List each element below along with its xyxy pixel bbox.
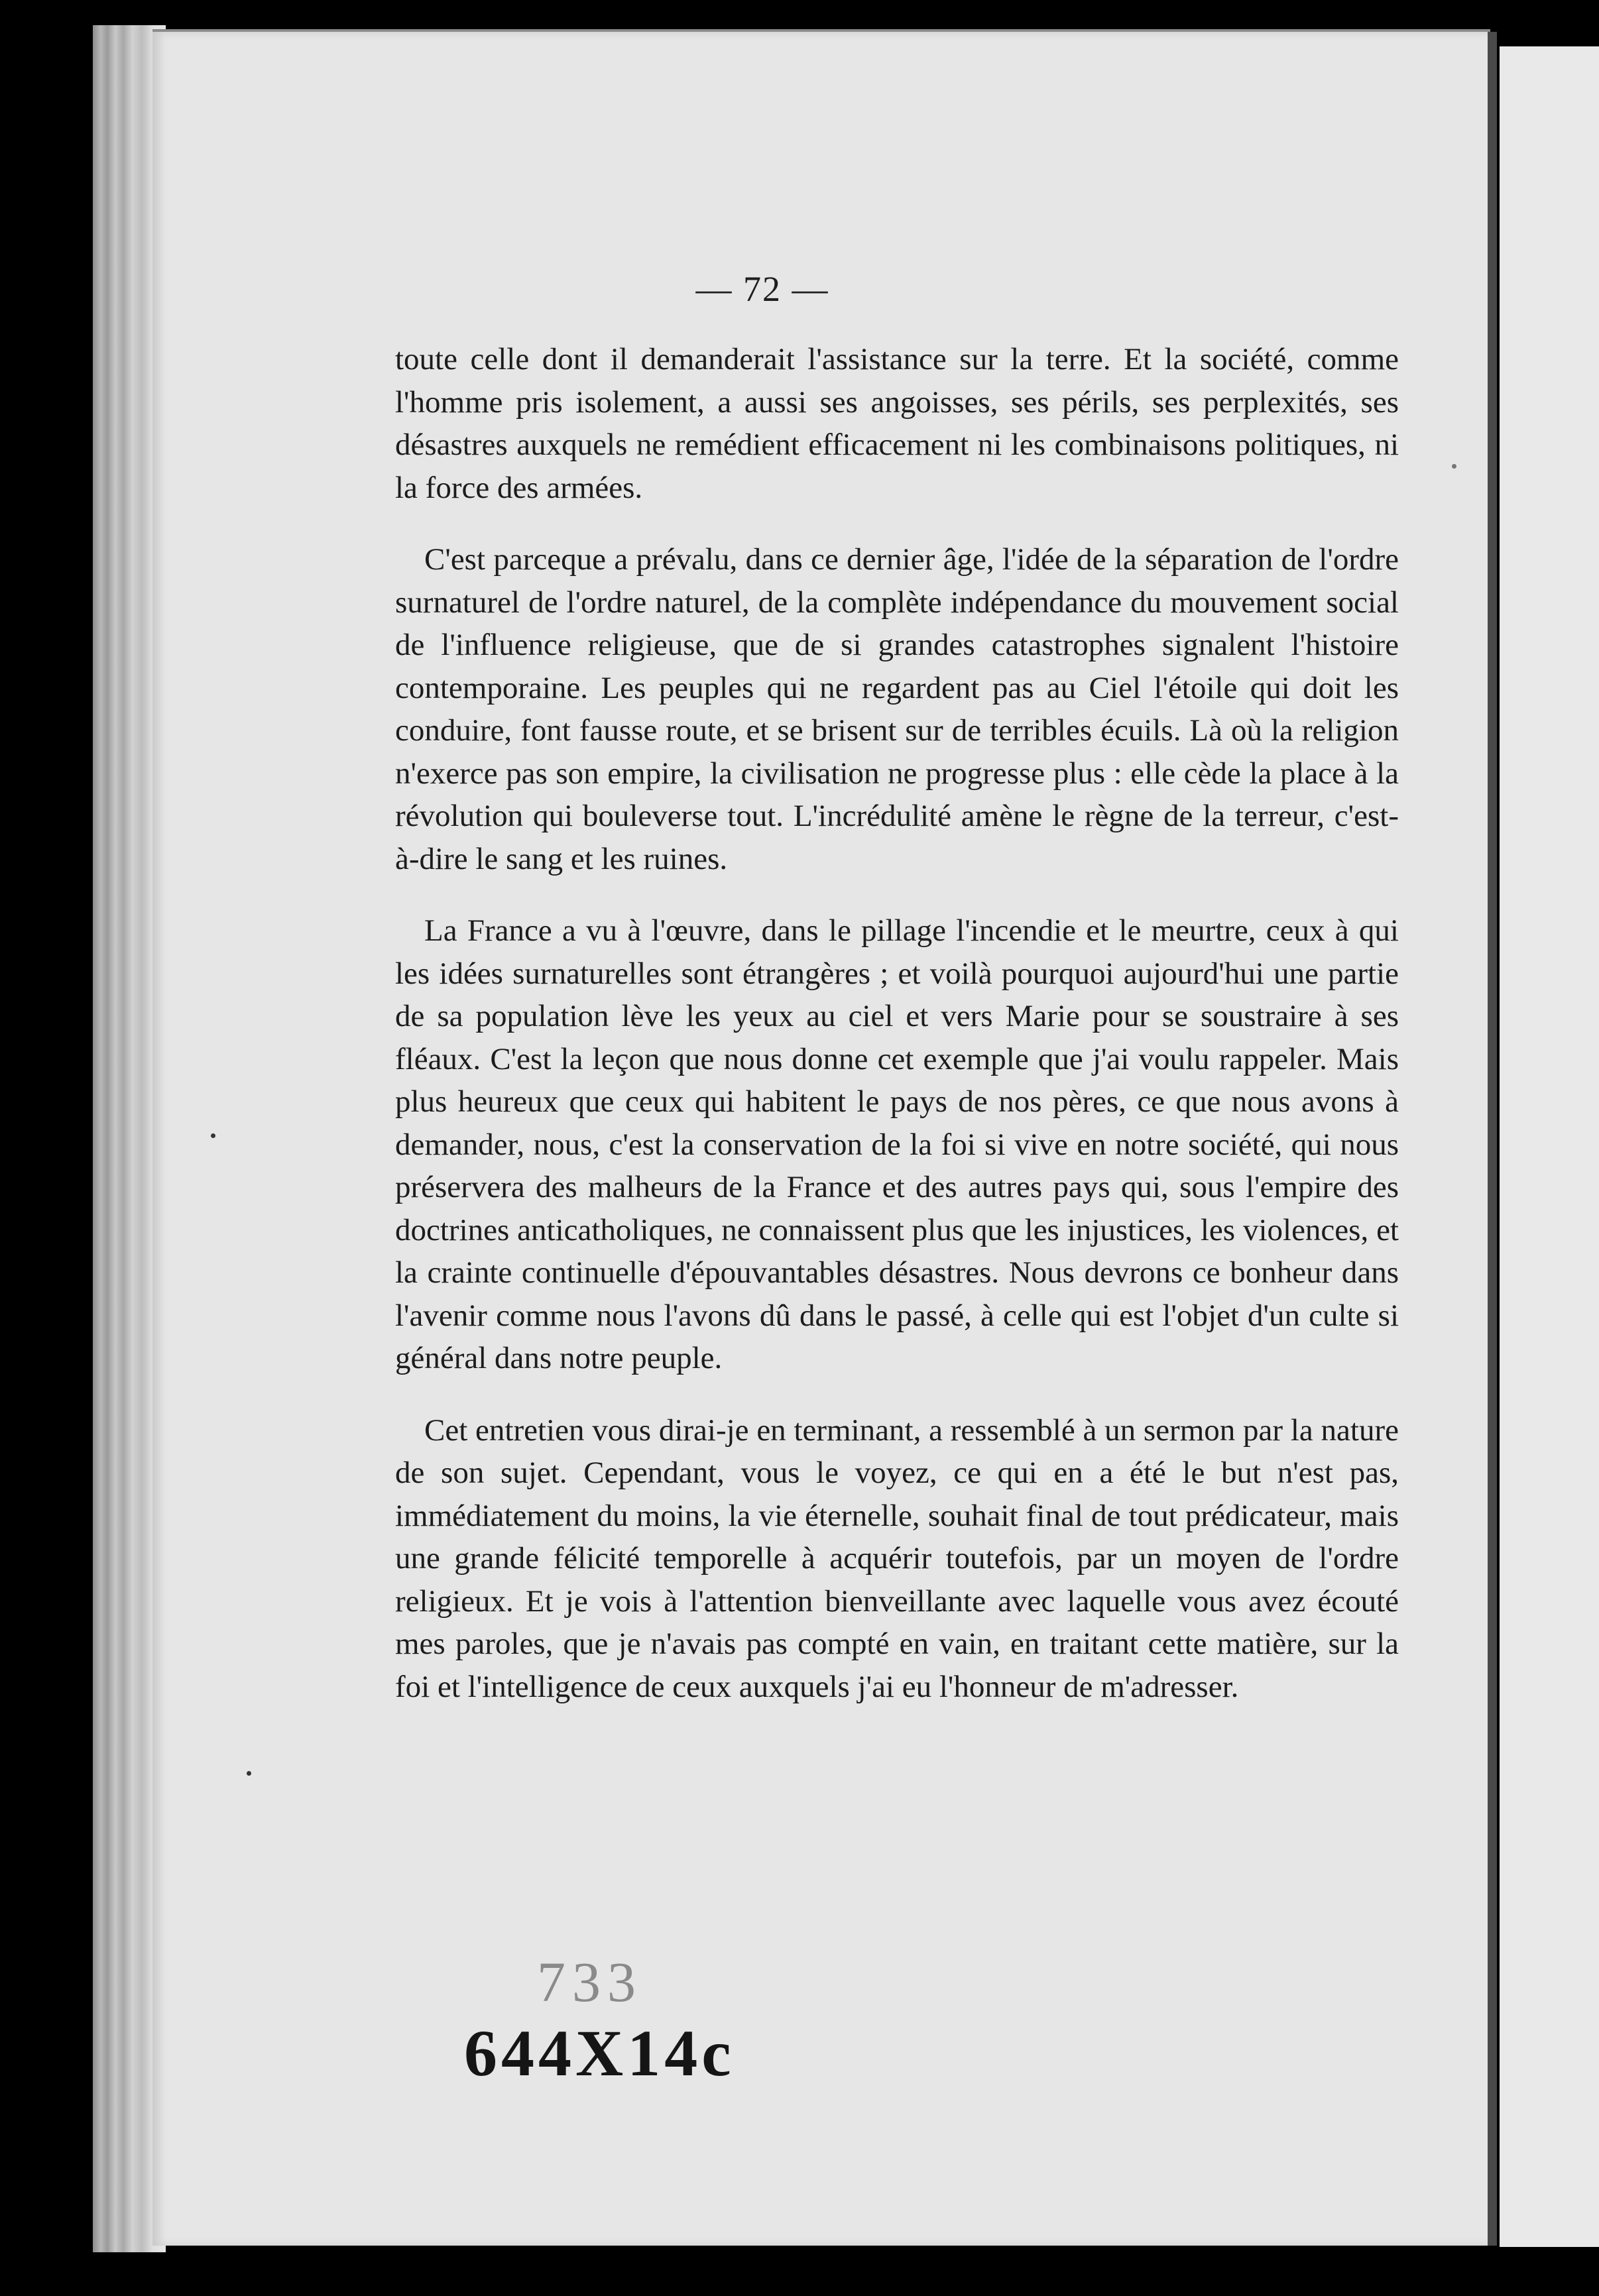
page-number: — 72 —: [695, 269, 829, 309]
adjacent-page: [1500, 46, 1599, 2247]
shelf-mark-code: 644X14c: [464, 2016, 735, 2090]
paragraph-1: toute celle dont il demanderait l'assistance sur la terre. Et la société, comme l'homme pris isolement, a aussi ses angoisses, ses périls, ses perplexités, ses désastres auxquels ne remédient efficacement ni les combinaisons politiques, ni la force des armées.: [395, 342, 1399, 505]
scan-speck: [211, 1133, 215, 1138]
paragraph-2: C'est parceque a prévalu, dans ce dernier âge, l'idée de la séparation de l'ordre surnaturel de l'ordre naturel, de la complète indépendance du mouvement social de l'influence religieuse, que de si grandes catastrophes signalent l'histoire contemporaine. Les peuples qui ne regardent pas au Ciel l'étoile qui doit les conduire, font fausse route, et se brisent sur de terribles écuils. Là où la religion n'exerce pas son empire, la civilisation ne progresse plus : elle cède la place à la révolution qui bouleverse tout. L'incrédulité amène le règne de la terreur, c'est-à-dire le sang et les ruines.: [395, 542, 1399, 876]
shelf-mark-number: 733: [537, 1950, 642, 2014]
paragraph-4: Cet entretien vous dirai-je en terminant, a ressemblé à un sermon par la nature de son sujet. Cependant, vous le voyez, ce qui en a été le but n'est pas, immédiatement du moins, la vie éternelle, souhait final de tout prédicateur, mais une grande félicité temporelle à acquérir toutefois, par un moyen de l'ordre religieux. Et je vois à l'attention bienveillante avec laquelle vous avez écouté mes paroles, que je n'avais pas compté en vain, en traitant cette matière, sur la foi et l'intelligence de ceux auxquels j'ai eu l'honneur de m'adresser.: [395, 1412, 1399, 1704]
body-text: [395, 338, 1399, 1737]
scan-speck: [1452, 464, 1456, 469]
page-gutter: [1488, 32, 1497, 2246]
paragraph-3: La France a vu à l'œuvre, dans le pillage l'incendie et le meurtre, ceux à qui les idées surnaturelles sont étrangères ; et voilà pourquoi aujourd'hui une partie de sa population lève les yeux au ciel et vers Marie pour se soustraire à ses fléaux. C'est la leçon que nous donne cet exemple que j'ai voulu rappeler. Mais plus heureux que ceux qui habitent le pays de nos pères, ce que nous avons à demander, nous, c'est la conservation de la foi si vive en notre société, qui nous préservera des malheurs de la France et des autres pays qui, sous l'empire des doctrines anticatholiques, ne connaissent plus que les injustices, les violences, et la crainte continuelle d'épouvantables désastres. Nous devrons ce bonheur dans l'avenir comme nous l'avons dû dans le passé, à celle qui est l'objet d'un culte si général dans notre peuple.: [395, 913, 1399, 1375]
scan-speck: [247, 1771, 251, 1776]
